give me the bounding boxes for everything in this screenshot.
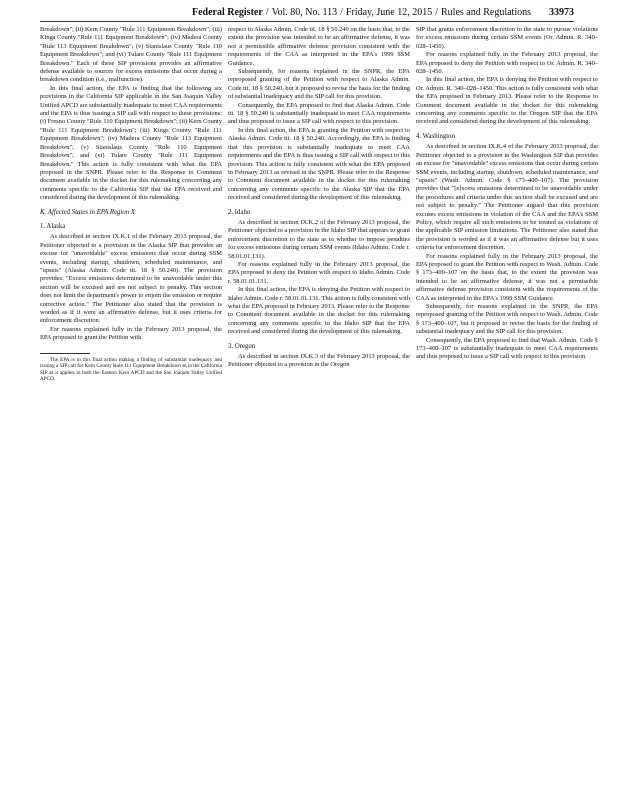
paragraph: As described in section IX.K.3 of the February 2013 proposal, the Petitioner objected to a provision in the Oregon xyxy=(228,353,410,369)
footnote-rule xyxy=(40,353,90,354)
paragraph: Consequently, the EPA proposed to find that Wash. Admin. Code § 173–400–107 is substantially inadequate to meet CAA requirements and thus proposed to issue a SIP call with respect to this provision. xyxy=(416,336,598,361)
subsection-heading: 1. Alaska xyxy=(40,222,66,230)
section-name: Rules and Regulations xyxy=(441,7,531,18)
paragraph: As described in section IX.K.2 of the February 2013 proposal, the Petitioner objected to a provision in the Idaho SIP that appears to grant enforcement discretion to the state as to whether to impose penalties for excess emissions during certain SSM events (Idaho Admin. Code r. 58.01.01.131). xyxy=(228,218,410,260)
paragraph: Consequently, the EPA proposed to find that Alaska Admin. Code tit. 18 § 50.240 is substantially inadequate to meet CAA requirements and thus proposed to issue a SIP call with respect to this provision. xyxy=(228,101,410,126)
paragraph: Subsequently, for reasons explained in the SNPR, the EPA reproposed granting of the Petition with respect to Alaska Admin. Code tit. 18 § 50.240, but it proposed to revise the basis for the finding of substantial inadequacy and the SIP call for this provision. xyxy=(228,68,410,101)
subsection-heading: 3. Oregon xyxy=(228,342,256,350)
column-middle xyxy=(228,26,410,791)
header-separator: / xyxy=(435,7,438,18)
paragraph: For reasons explained fully in the February 2013 proposal, the EPA proposed to deny the Petition with respect to Or. Admin. R. 340–028–1450. xyxy=(416,51,598,76)
paragraph: In this final action, the EPA is granting the Petition with respect to Alaska Admin. Code tit. 18 § 50.240. Accordingly, the EPA is finding that this provision is substantially inadequate to meet CAA requirements and the EPA is thus issuing a SIP call with respect to this provision. This action is fully consistent with what the EPA proposed in February 2013 as revised in the SNPR. Please refer to the Response to Comment document available in the docket for this rulemaking concerning any comments specific to the Alaska SIP that the EPA received and considered during the development of this rulemaking. xyxy=(228,126,410,202)
paragraph: respect to Alaska Admin. Code tit. 18 § 50.240 on the basis that, to the extent the provision was intended to be an affirmative defense, it was not a permissible affirmative defense provision consistent with the requirements of the CAA as interpreted in the EPA's 1999 SSM Guidance. xyxy=(228,26,410,67)
section-heading: K. Affected States in EPA Region X xyxy=(40,208,135,216)
publication-title: Federal Register xyxy=(191,7,263,18)
paragraph: For reasons explained fully in the February 2013 proposal, the EPA proposed to deny the Petition with respect to Idaho Admin. Code r. 58.01.01.131. xyxy=(228,260,410,285)
page-header xyxy=(40,7,574,22)
paragraph: In this final action, the EPA is denying the Petition with respect to Or. Admin. R. 340–028–1450. This action is fully consistent with what the EPA proposed in February 2013. Please refer to the Response to Comment document available in the docket for this rulemaking concerning any comments specific to the Oregon SIP that the EPA received and considered during the development of this rulemaking. xyxy=(416,76,598,126)
header-separator: / xyxy=(265,7,269,18)
column-right xyxy=(416,26,598,791)
publication-date: Friday, June 12, 2015 xyxy=(345,7,433,18)
column-left xyxy=(40,26,222,791)
header-separator: / xyxy=(340,7,343,18)
paragraph: For reasons explained fully in the February 2013 proposal, the EPA proposed to grant the Petition with xyxy=(40,325,222,342)
paragraph: In this final action, the EPA is finding that the following six provisions in the California SIP applicable in the San Joaquin Valley Unified APCD are substantially inadequate to meet CAA requirements and the EPA is thus issuing a SIP call with respect to these provisions: (i) Fresno County "Rule 110 Equipment Breakdown"; (ii) Kern County "Rule 111 Equipment Breakdown"; (iii) Kings County "Rule 111 Equipment Breakdown"; (iv) Madera County "Rule 113 Equipment Breakdown"; (v) Stanislaus County "Rule 110 Equipment Breakdown"; and (vi) Tulare County "Rule 111 Equipment Breakdown." This action is fully consistent with what the EPA proposed in the SNPR. Please refer to the Response to Comment document available in the docket for this rulemaking concerning any comments specific to the California SIP that the EPA received and considered during the development of this rulemaking. xyxy=(40,84,222,202)
paragraph: As described in section IX.K.1 of the February 2013 proposal, the Petitioner objected to a provision in the Alaska SIP that provides an excuse for "unavoidable" excess emissions that occur during SSM events, including startup, shutdown, scheduled maintenance, and "upsets" (Alaska Admin. Code tit. 18 § 50.240). The provision provides: "Excess emissions determined to be unavoidable under this section will be excused and are not subject to penalty. This section does not limit the department's power to enjoin the emission or require corrective action." The Petitioner also stated that the provision is worded as if it were an affirmative defense, but it uses criteria for enforcement discretion. xyxy=(40,233,222,325)
paragraph: Breakdown"; (ii) Kern County "Rule 111 Equipment Breakdown"; (iii) Kings County "Rule 111 Equipment Breakdown"; (iv) Madera County "Rule 113 Equipment Breakdown"; (v) Stanislaus County "Rule 110 Equipment Breakdown"; and (vi) Tulare County "Rule 111 Equipment Breakdown." Each of these SIP provisions provides an affirmative defense available to sources for excess emissions that occur during a breakdown condition (i.e., malfunction). xyxy=(40,26,222,84)
subsection-heading: 4. Washington xyxy=(416,132,455,140)
paragraph: As described in section IX.K.4 of the February 2013 proposal, the Petitioner objected to a provision in the Washington SIP that provides an excuse for "unavoidable" excess emissions that occur during certain SSM events, including startup, shutdown, scheduled maintenance, and "upsets" (Wash. Admin. Code § 173–400–107). The provision provides that "[e]xcess emissions determined to be unavoidable under the procedures and criteria under this section shall be excused and are not subject to penalty." The Petitioner argued that this provision excuses excess emissions in violation of the CAA and the EPA's SSM Policy, which require all such emissions to be treated as violations of the applicable SIP emission limitations. The Petitioner also stated that the provision is worded as if it was an affirmative defense but it uses criteria for enforcement discretion. xyxy=(416,143,598,252)
footnote: The EPA is in this final action making a finding of substantial inadequacy and issuing a SIP call for Kern County Rule 111 Equipment Breakdown as in the California SIP as it applies in both the Eastern Kern APCD and the San Joaquin Valley Unified APCD. xyxy=(40,356,222,383)
paragraph: In this final action, the EPA is denying the Petition with respect to Idaho Admin. Code r. 58.01.01.131. This action is fully consistent with what the EPA proposed in February 2013. Please refer to the Response to Comment document available in the docket for this rulemaking concerning any comments specific to the Idaho SIP that the EPA received and considered during the development of this rulemaking. xyxy=(228,286,410,336)
subsection-heading: 2. Idaho xyxy=(228,208,251,216)
paragraph: Subsequently, for reasons explained in the SNPR, the EPA reproposed granting of the Petition with respect to Wash. Admin. Code § 173–400–107, but it proposed to revise the basis for the finding of substantial inadequacy and the SIP call for this provision. xyxy=(416,303,598,336)
page-number: 33973 xyxy=(549,7,574,18)
volume-number: Vol. 80, No. 113 xyxy=(271,7,338,18)
paragraph: For reasons explained fully in the February 2013 proposal, the EPA proposed to grant the Petition with respect to Wash. Admin. Code § 173–400–107 on the basis that, to the extent the provision was intended to be an affirmative defense, it was not a permissible affirmative defense provision consistent with the requirements of the CAA as interpreted in the EPA's 1999 SSM Guidance. xyxy=(416,252,598,302)
paragraph: SIP that grants enforcement discretion to the state to pursue violations for excess emissions during certain SSM events (Or. Admin. R. 340–028–1450). xyxy=(416,26,598,50)
